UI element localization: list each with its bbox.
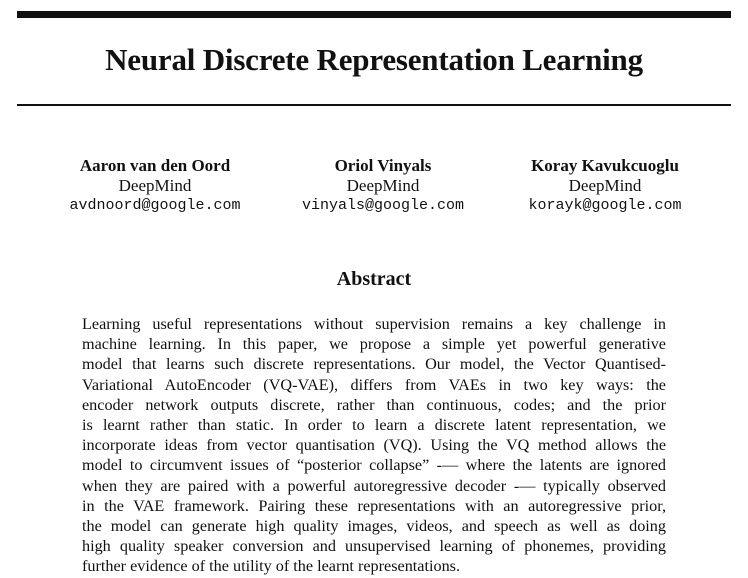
abstract-line: high quality speaker conversion and unsupervised learning of phonemes, providing bbox=[82, 537, 666, 556]
author-block bbox=[490, 156, 720, 216]
author-name: Aaron van den Oord bbox=[79, 156, 231, 175]
author-block bbox=[268, 156, 498, 216]
abstract-line: when they are paired with a powerful autoregressive decoder -— typically observed bbox=[82, 476, 666, 495]
abstract-line: model that learns such discrete representations. Our model, the Vector Quantised- bbox=[82, 355, 666, 374]
paper-title: Neural Discrete Representation Learning bbox=[105, 42, 643, 77]
author-affiliation: DeepMind bbox=[346, 176, 420, 195]
abstract-line: encoder network outputs discrete, rather than continuous, codes; and the prior bbox=[82, 395, 666, 414]
abstract-heading: Abstract bbox=[336, 268, 412, 290]
abstract-body bbox=[82, 314, 666, 577]
author-block bbox=[40, 156, 270, 216]
author-email: avdnoord@google.com bbox=[69, 197, 241, 214]
abstract-line: machine learning. In this paper, we propose a simple yet powerful generative bbox=[82, 335, 666, 354]
author-email: korayk@google.com bbox=[528, 197, 682, 214]
top-rule bbox=[17, 11, 731, 18]
abstract-line: incorporate ideas from vector quantisation (VQ). Using the VQ method allows the bbox=[82, 436, 666, 455]
abstract-line: in the VAE framework. Pairing these representations with an autoregressive prior, bbox=[82, 496, 666, 515]
author-affiliation: DeepMind bbox=[118, 176, 192, 195]
abstract-line: is learnt rather than static. In order to learn a discrete latent representation, we bbox=[82, 416, 666, 435]
author-email: vinyals@google.com bbox=[301, 197, 465, 214]
abstract-line: the model can generate high quality images, videos, and speech as well as doing bbox=[82, 517, 666, 536]
abstract-line: Learning useful representations without supervision remains a key challenge in bbox=[82, 315, 666, 333]
abstract-line: Variational AutoEncoder (VQ-VAE), differs from VAEs in two key ways: the bbox=[82, 375, 666, 394]
title-bottom-rule bbox=[17, 104, 731, 106]
abstract-line: further evidence of the utility of the learnt representations. bbox=[82, 557, 461, 576]
author-name: Koray Kavukcuoglu bbox=[531, 156, 679, 175]
author-name: Oriol Vinyals bbox=[334, 156, 432, 175]
author-affiliation: DeepMind bbox=[568, 176, 642, 195]
abstract-line: model to circumvent issues of “posterior collapse” -— where the latents are ignored bbox=[82, 456, 666, 475]
